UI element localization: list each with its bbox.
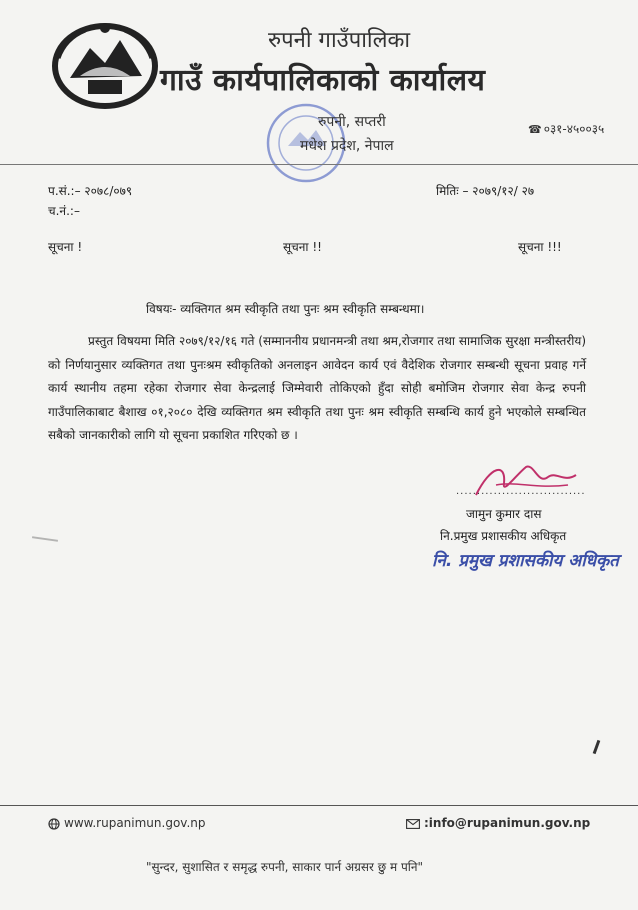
signer-title: नि.प्रमुख प्रशासकीय अधिकृत — [440, 529, 567, 543]
organization-name: रुपनी गाउँपालिका — [268, 28, 411, 53]
header-divider — [0, 164, 638, 165]
email-text: :info@rupanimun.gov.np — [424, 816, 591, 830]
phone-text: ०३१-४५००३५ — [543, 122, 605, 136]
seal-title: नि. प्रमुख प्रशासकीय अधिकृत — [432, 551, 619, 571]
footer-motto: "सुन्दर, सुशासित र समृद्ध रुपनी, साकार पार्न अग्रसर छु म पनि" — [146, 860, 424, 874]
phone-number — [528, 120, 604, 137]
notice-body: प्रस्तुत विषयमा मिति २०७९/१२/१६ गते (सम्माननीय प्रधानमन्त्री तथा श्रम,रोजगार तथा सामाजिक सुरक्षा मन्त्रीस्तरीय) को निर्णयानुसार व्यक्तिगत तथा पुनःश्रम स्वीकृतिको अनलाइन आवेदन कार्य एवं वैदेशिक रोजगार सम्बन्धी सूचना प्रवाह गर्ने कार्य स्थानीय तहमा रहेका रोजगार सेवा केन्द्रलाई जिम्मेवारी तोकिएको हुँदा सोही बमोजिम रोजगार सेवा केन्द्र रुपनी गाउँपालिकाबाट बैशाख ०१,२०८० देखि व्यक्तिगत श्रम स्वीकृति तथा पुनः श्रम स्वीकृति सम्बन्धि कार्य हुने भएकोले सम्बन्धित सबैको जानकारीको लागि यो सूचना प्रकाशित गरिएको छ । — [48, 334, 586, 442]
phone-icon: ☎ — [528, 123, 542, 136]
nepal-emblem-icon — [50, 18, 160, 110]
website-text: www.rupanimun.gov.np — [64, 816, 206, 830]
handwritten-signature — [456, 455, 586, 505]
email-link[interactable] — [406, 816, 590, 830]
stray-mark — [32, 536, 58, 542]
notice-label-3: सूचना !!! — [518, 240, 562, 254]
address-line-1: रुपनी, सप्तरी — [318, 114, 386, 130]
stray-mark — [593, 740, 601, 754]
office-name: गाउँ कार्यपालिकाको कार्यालय — [160, 63, 486, 98]
dispatch-number: च.नं.:– — [48, 204, 80, 218]
subject-line: विषयः- व्यक्तिगत श्रम स्वीकृति तथा पुनः श्रम स्वीकृति सम्बन्धमा। — [146, 302, 425, 316]
reference-number: प.सं.:– २०७८/०७९ — [48, 184, 133, 198]
notice-label-1: सूचना ! — [48, 240, 83, 254]
footer-divider — [0, 805, 638, 806]
signer-name: जामुन कुमार दास — [466, 507, 542, 521]
website-link[interactable] — [48, 816, 206, 830]
signature-line: ............................... — [456, 486, 586, 497]
address-line-2: मधेश प्रदेश, नेपाल — [300, 138, 394, 154]
notice-label-2: सूचना !! — [283, 240, 322, 254]
envelope-icon — [406, 819, 420, 829]
document-date: मितिः – २०७९/१२/ २७ — [436, 184, 535, 198]
globe-icon — [48, 818, 60, 830]
